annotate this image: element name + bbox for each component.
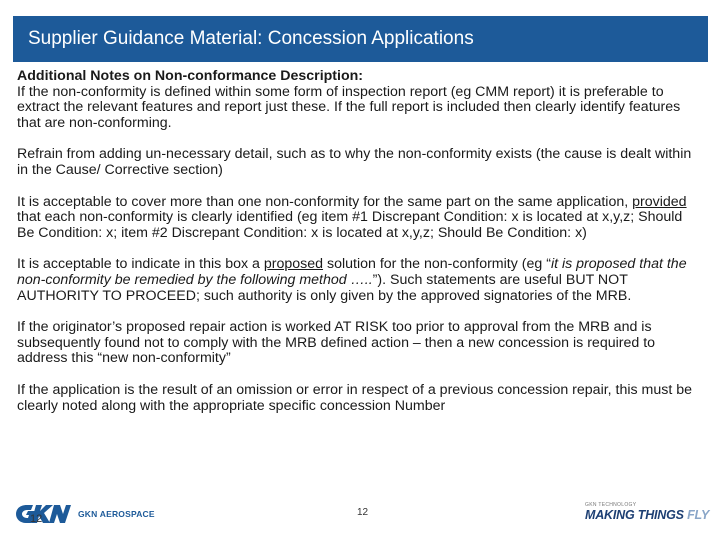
text-segment: that each non-conformity is clearly identified (eg item #1 Discrepant Condition: x is located at x,y,z; Should Be Condition: x; item #2 Discrepant Condition: x is located at x,y,z; Should Be Condition: x) [17,209,683,241]
text-segment: ”). Such statements are useful BUT NOT AUTHORITY TO PROCEED; such authority is only given by the approved signatories of the MRB. [17,271,632,304]
text-segment: solution for the non-conformity (eg “ [323,256,551,273]
paragraph-unnecessary-detail: Refrain from adding un-necessary detail, such as to why the non-conformity exists (the cause is dealt within in the Cause/ Corrective section) [17,146,692,178]
text-segment: It is acceptable to cover more than one non-conformity for the same part on the same application, [17,193,633,210]
page-number: 12 [357,507,369,518]
paragraph-multiple-nonconformities [17,195,697,242]
tagline-main: MAKING THINGS [585,508,688,522]
brand-name: GKN AEROSPACE [78,509,155,519]
underlined-word: proposed [263,256,324,273]
underlined-word: provided [632,193,687,210]
slide-body [17,69,697,430]
tagline [585,508,709,522]
tagline-accent: FLY [687,508,710,522]
paragraph-omission-error: If the application is the result of an omission or error in respect of a previous concession repair, this must be clearly noted along with the appropriate specific concession Number [17,381,693,414]
gkn-logo-icon [14,504,72,524]
text-segment: It is acceptable to indicate in this box a [17,256,264,273]
page-number-left: 12 [30,513,43,525]
tagline-small: GKN TECHNOLOGY [585,502,637,508]
paragraph-at-risk: If the originator’s proposed repair action is worked AT RISK too prior to approval from the MRB and is subsequently found not to comply with the MRB defined action – then a new concession is required to address this “new non-conformity” [17,319,656,367]
paragraph-inspection-report: If the non-conformity is defined within some form of inspection report (eg CMM report) it is preferable to extract the relevant features and report just these. If the full report is included then clearly identify features that are non-conforming. [17,83,681,131]
title-bar [13,16,708,62]
italic-example: it is proposed that the non-conformity be remedied by the following method ….. [17,256,687,288]
paragraph-proposed-solution [17,257,697,304]
section-heading: Additional Notes on Non-conformance Description: [17,68,364,84]
page-title: Supplier Guidance Material: Concession Applications [28,28,474,49]
